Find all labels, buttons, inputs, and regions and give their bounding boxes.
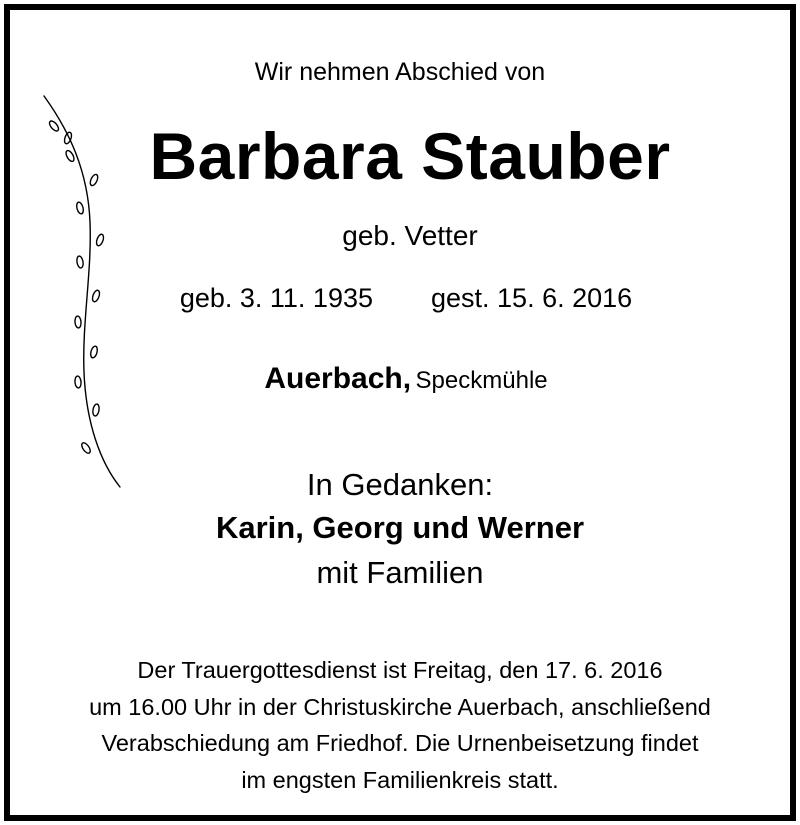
residence xyxy=(6,362,800,396)
service-line: um 16.00 Uhr in der Christuskirche Auerbach, anschließend xyxy=(89,693,711,720)
thoughts-heading: In Gedanken: xyxy=(306,467,494,502)
deceased-name: Barbara Stauber xyxy=(149,119,671,193)
service-line: Der Trauergottesdienst ist Freitag, den 17. 6. 2016 xyxy=(137,657,663,683)
mourners-suffix: mit Familien xyxy=(316,555,484,590)
service-info xyxy=(0,652,800,798)
maiden-name: geb. Vetter xyxy=(342,220,478,251)
service-line: Verabschiedung am Friedhof. Die Urnenbeisetzung findet xyxy=(101,730,699,756)
death-date: gest. 15. 6. 2016 xyxy=(431,283,633,313)
life-dates xyxy=(6,283,800,314)
service-line: im engsten Familienkreis statt. xyxy=(241,766,559,793)
intro-text: Wir nehmen Abschied von xyxy=(254,58,546,86)
residence-locality: Speckmühle xyxy=(415,367,548,394)
birth-date: geb. 3. 11. 1935 xyxy=(179,283,373,313)
residence-city: Auerbach, xyxy=(264,362,412,395)
mourners-names: Karin, Georg und Werner xyxy=(215,510,585,545)
